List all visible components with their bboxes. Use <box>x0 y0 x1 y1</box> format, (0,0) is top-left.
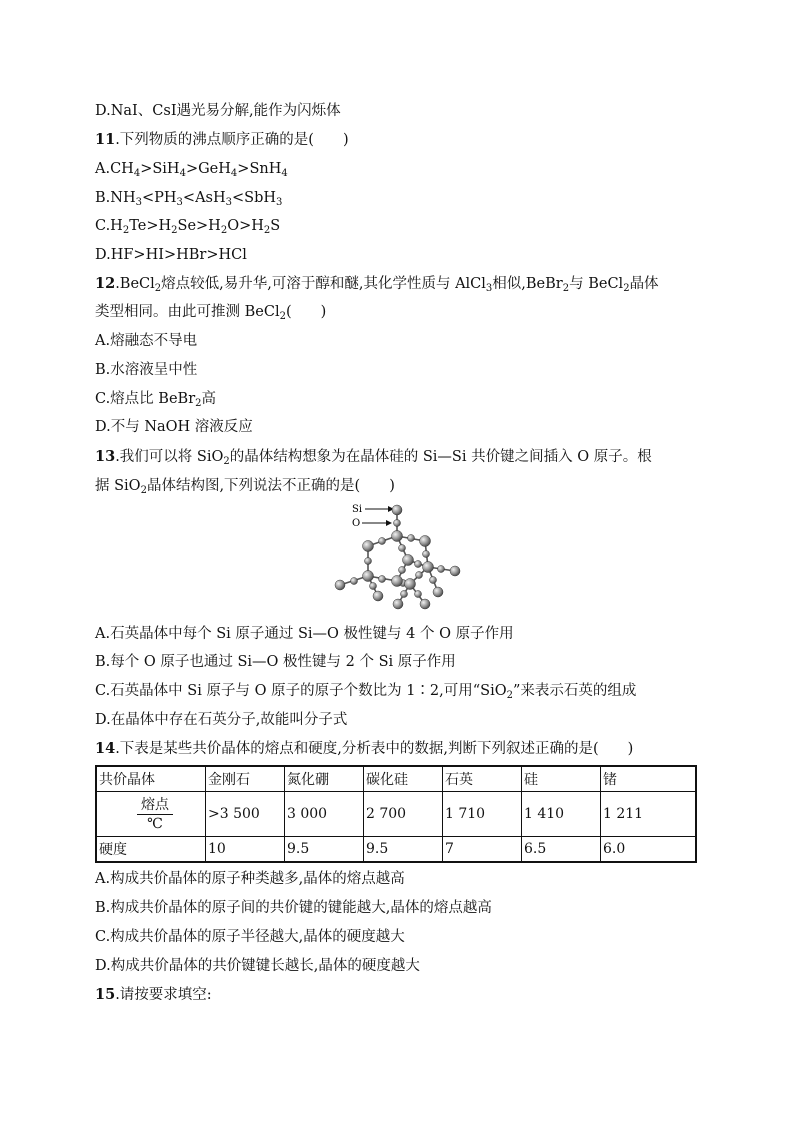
q14-number: 14 <box>95 740 116 757</box>
q11-option-b: $B.NH_3<PH_3<AsH_3<SbH_3$ <box>95 190 283 208</box>
q12-stem-line1: 12.BeCl$_2$熔点较低,易升华,可溶于醇和醚,其化学性质与 AlCl$_3$相似,BeBr$_2$与 BeCl$_2$晶体 <box>95 275 659 294</box>
q13-option-d: D.在晶体中存在石英分子,故能叫分子式 <box>95 712 348 728</box>
q11-stem <box>95 130 349 150</box>
q15-stem: 15.请按要求填空: <box>95 986 212 1003</box>
q12-stem-line2: 类型相同。由此可推测 BeCl$_2$( ) <box>95 304 327 322</box>
q13-number: 13 <box>95 448 116 465</box>
q15-number: 15 <box>95 986 116 1003</box>
table-cell: 9.5 <box>364 837 443 863</box>
si-label: Si <box>352 504 363 515</box>
q13-stem-line2: 据 SiO$_2$晶体结构图,下列说法不正确的是( ) <box>95 478 395 496</box>
table-cell: 1 211 <box>601 792 697 837</box>
q14-option-c: C.构成共价晶体的原子半径越大,晶体的硬度越大 <box>95 929 405 945</box>
q12-option-b: B.水溶液呈中性 <box>95 362 198 378</box>
q12-option-a: A.熔融态不导电 <box>95 333 198 349</box>
q11-option-d: D.HF>HI>HBr>HCl <box>95 247 247 263</box>
q11-stem-text: .下列物质的沸点顺序正确的是( ) <box>115 132 349 148</box>
q13-option-a: A.石英晶体中每个 Si 原子通过 Si—O 极性键与 4 个 O 原子作用 <box>95 626 514 642</box>
table-header-cell: 石英 <box>443 766 522 792</box>
table-cell: 7 <box>443 837 522 863</box>
q12-number: 12 <box>95 275 116 292</box>
table-header-cell: 硅 <box>522 766 601 792</box>
table-cell: 6.5 <box>522 837 601 863</box>
table-cell: 1 710 <box>443 792 522 837</box>
q11-option-c: $C.H_2Te>H_2Se>H_2O>H_2S$ <box>95 218 281 236</box>
table-row-hardness <box>96 837 696 863</box>
q13-option-b: B.每个 O 原子也通过 Si—O 极性键与 2 个 Si 原子作用 <box>95 654 456 670</box>
q12-option-d: D.不与 NaOH 溶液反应 <box>95 419 253 435</box>
table-cell: 3 000 <box>285 792 364 837</box>
q14-option-d: D.构成共价晶体的共价键键长越长,晶体的硬度越大 <box>95 958 420 974</box>
q14-option-b: B.构成共价晶体的原子间的共价键的键能越大,晶体的熔点越高 <box>95 900 492 916</box>
table-row-melting-point <box>96 792 696 837</box>
table-cell: 9.5 <box>285 837 364 863</box>
o-label: O <box>352 518 361 529</box>
table-cell: 1 410 <box>522 792 601 837</box>
q12-option-c: C.熔点比 BeBr$_2$高 <box>95 391 216 409</box>
hardness-label: 硬度 <box>96 837 206 863</box>
table-header-cell: 金刚石 <box>206 766 285 792</box>
table-cell: 10 <box>206 837 285 863</box>
table-header-cell: 共价晶体 <box>96 766 206 792</box>
table-header-cell: 碳化硅 <box>364 766 443 792</box>
table-header-row <box>96 766 696 792</box>
table-header-cell: 氮化硼 <box>285 766 364 792</box>
crystal-properties-table <box>95 765 697 863</box>
table-header-cell: 锗 <box>601 766 697 792</box>
q11-option-a: $A.CH_4>SiH_4>GeH_4>SnH_4$ <box>95 161 288 179</box>
melting-point-label: $\frac{\text{熔点}}{℃}$ <box>96 792 206 837</box>
table-cell: >3 500 <box>206 792 285 837</box>
q13-option-c: C.石英晶体中 Si 原子与 O 原子的原子个数比为 1∶2,可用“SiO$_2$”来表示石英的组成 <box>95 683 637 701</box>
q14-stem: 14.下表是某些共价晶体的熔点和硬度,分析表中的数据,判断下列叙述正确的是( ) <box>95 740 634 757</box>
q10-option-d: D.NaI、CsI遇光易分解,能作为闪烁体 <box>95 103 341 119</box>
table-cell: 2 700 <box>364 792 443 837</box>
q11-number: 11 <box>95 131 116 148</box>
q13-stem-line1: 13.我们可以将 SiO$_2$的晶体结构想象为在晶体硅的 Si—Si 共价键之间插入 O 原子。根 <box>95 448 652 467</box>
table-cell: 6.0 <box>601 837 697 863</box>
q14-option-a: A.构成共价晶体的原子种类越多,晶体的熔点越高 <box>95 871 405 887</box>
sio2-crystal-structure-figure <box>330 500 470 615</box>
o-arrow-head <box>386 520 392 526</box>
